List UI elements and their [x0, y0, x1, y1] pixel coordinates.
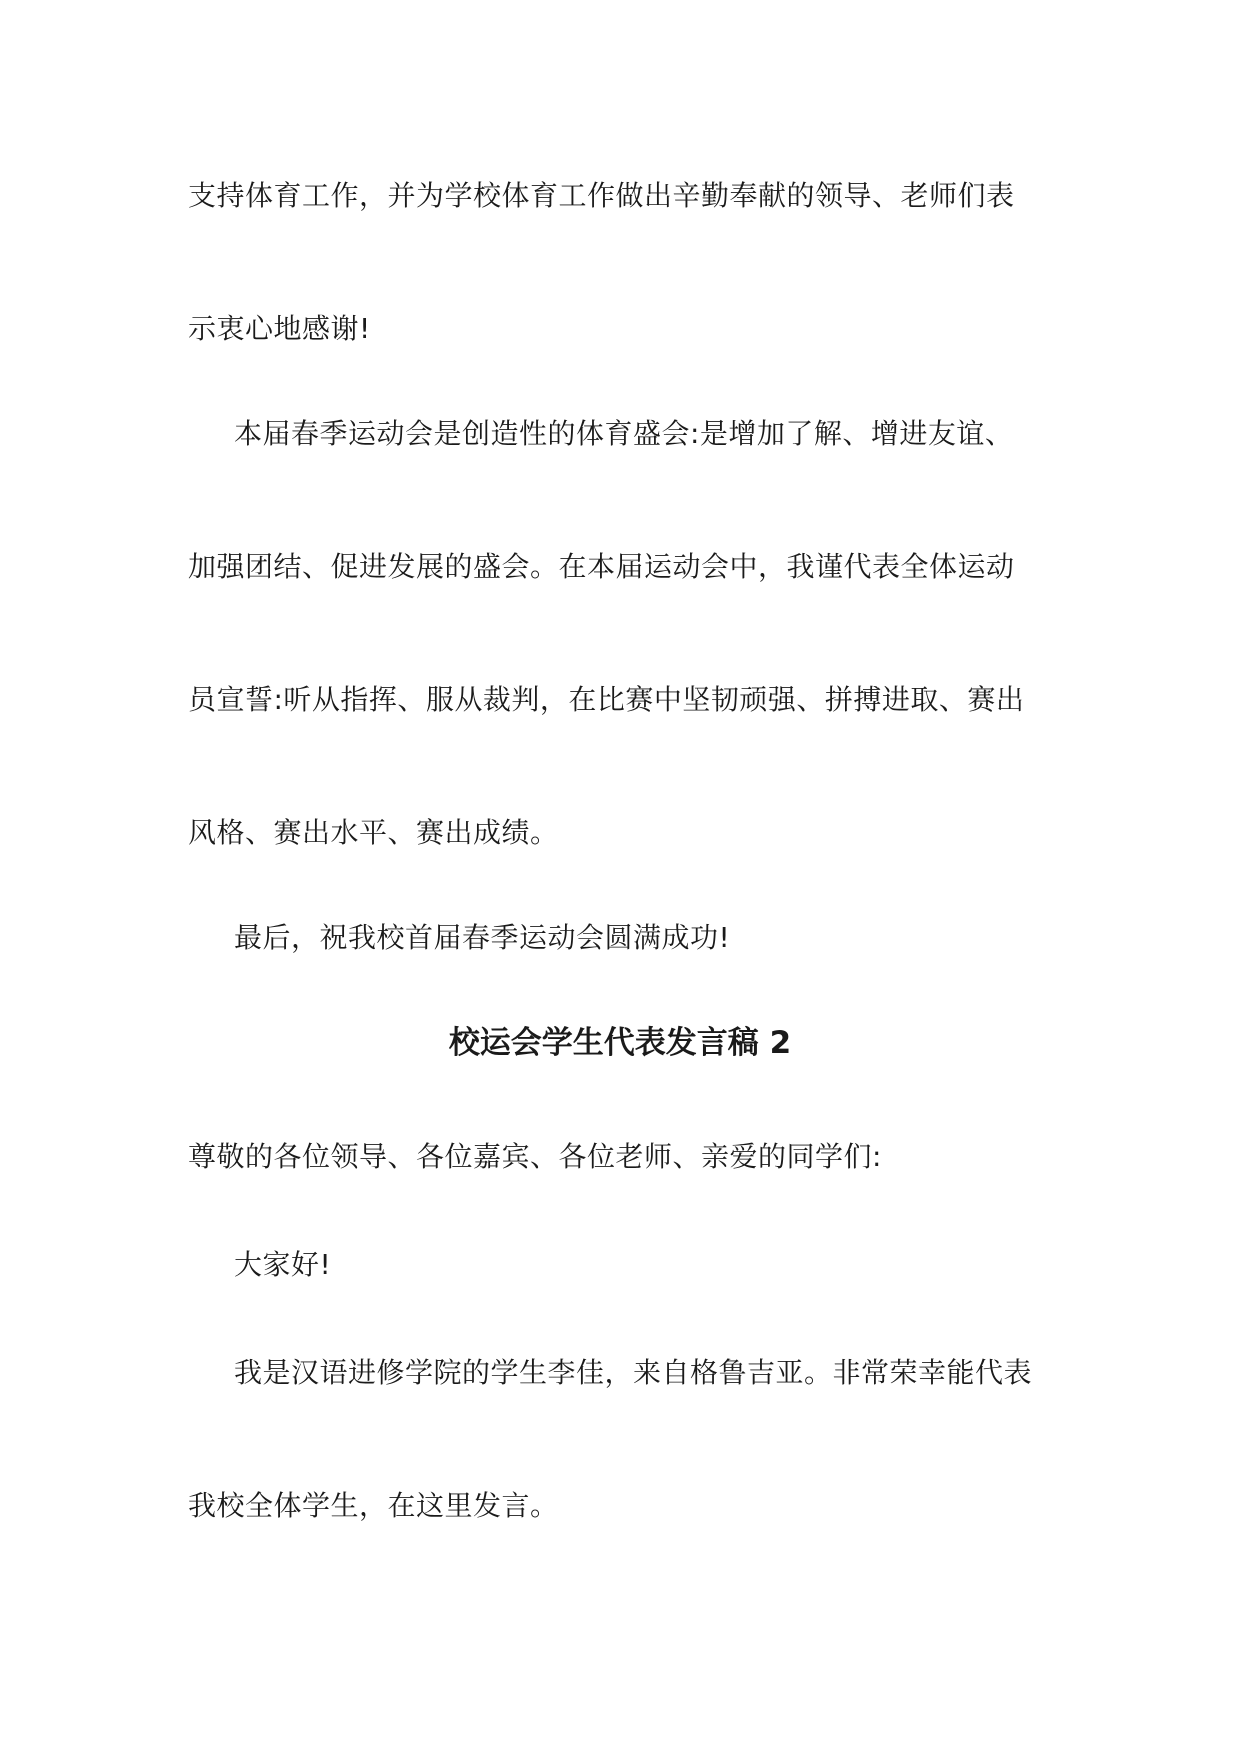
paragraph-text-line: 本届春季运动会是创造性的体育盛会:是增加了解、增进友谊、: [234, 417, 1014, 450]
greeting-line: 大家好!: [234, 1248, 332, 1281]
paragraph-text-line: 员宣誓:听从指挥、服从裁判，在比赛中坚韧顽强、拼搏进取、赛出: [188, 683, 1025, 716]
salutation-line: 尊敬的各位领导、各位嘉宾、各位老师、亲爱的同学们:: [188, 1140, 882, 1173]
paragraph-text-line: 示衷心地感谢!: [188, 312, 371, 345]
paragraph-text-line: 最后，祝我校首届春季运动会圆满成功!: [234, 921, 731, 954]
paragraph-text-line: 支持体育工作，并为学校体育工作做出辛勤奉献的领导、老师们表: [188, 179, 1015, 212]
paragraph-text-line: 我校全体学生，在这里发言。: [188, 1489, 559, 1522]
paragraph-text-line: 加强团结、促进发展的盛会。在本届运动会中，我谨代表全体运动: [188, 550, 1015, 583]
section-heading: 校运会学生代表发言稿 2: [448, 1025, 792, 1061]
paragraph-text-line: 我是汉语进修学院的学生李佳，来自格鲁吉亚。非常荣幸能代表: [234, 1356, 1033, 1389]
paragraph-text-line: 风格、赛出水平、赛出成绩。: [188, 816, 559, 849]
